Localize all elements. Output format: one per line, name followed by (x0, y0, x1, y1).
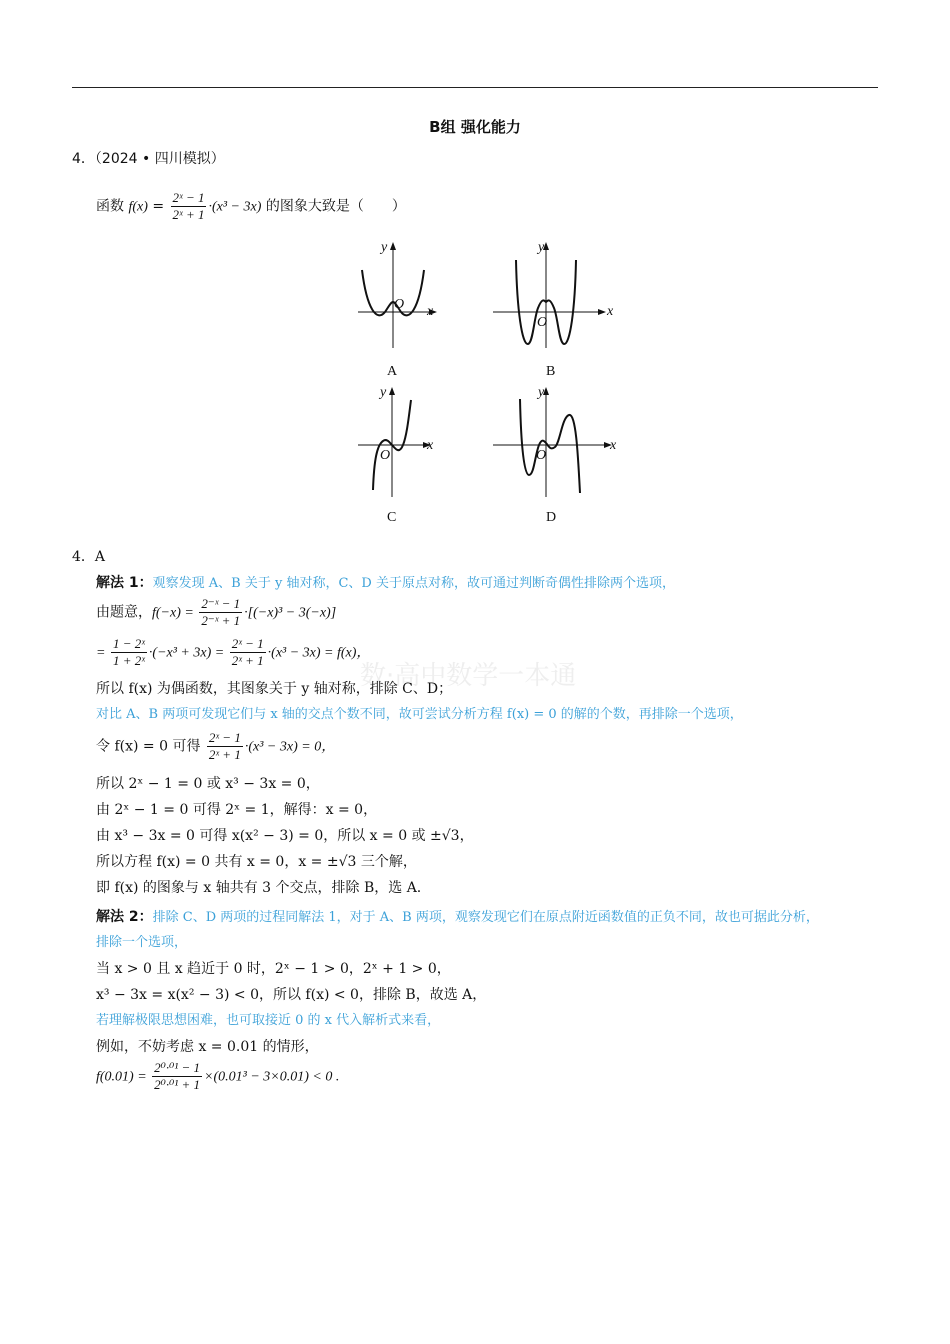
l2-fraction-1 (111, 636, 147, 669)
option-d-label: D (546, 510, 557, 525)
option-a-label: A (387, 364, 398, 379)
option-b-graph (490, 240, 615, 350)
derivation-line-1 (96, 596, 336, 629)
option-a-origin: O (394, 297, 405, 312)
l2-num2: 2ˣ − 1 (231, 636, 264, 651)
derivation-line-7: 由 x³ − 3x = 0 可得 x(x² − 3) = 0，所以 x = 0 或 ±√3， (96, 828, 474, 844)
method1-note-2: 对比 A、B 两项可发现它们与 x 轴的交点个数不同，故可尝试分析方程 f(x) = 0 的解的个数，再排除一个选项， (96, 707, 743, 722)
option-b-y-label: y (538, 240, 545, 255)
stem-frac-den: 2ˣ + 1 (172, 207, 205, 222)
question-source: （2024 • 四川模拟） (94, 151, 225, 167)
l13-lhs: f(0.01) = (96, 1069, 151, 1085)
section-title: B组 强化能力 (429, 118, 521, 136)
derivation-line-5: 所以 2ˣ − 1 = 0 或 x³ − 3x = 0， (96, 776, 320, 792)
stem-tail: ·(x³ − 3x) (208, 199, 262, 215)
method1-note: 观察发现 A、B 关于 y 轴对称，C、D 关于原点对称，故可通过判断奇偶性排除两个选项， (152, 576, 675, 591)
option-b-origin: O (537, 315, 548, 330)
method2-note-2: 排除一个选项， (96, 935, 188, 950)
method1-intro (96, 572, 675, 595)
l2-den2: 2ˣ + 1 (231, 653, 264, 668)
l1-den: 2⁻ˣ + 1 (201, 613, 241, 628)
stem-fraction (171, 190, 207, 223)
l4-prefix: 令 f(x) = 0 可得 (96, 738, 205, 755)
question-stem (96, 190, 406, 223)
l2-mid: ·(−x³ + 3x) = (148, 645, 228, 661)
stem-eq: = (147, 198, 169, 215)
l1-prefix: 由题意， (96, 604, 152, 621)
option-c-label: C (387, 510, 397, 525)
derivation-line-2 (96, 636, 370, 669)
l2-num1: 1 − 2ˣ (112, 636, 145, 651)
l1-lhs: f(−x) = (152, 605, 198, 621)
option-c-x-label: x (427, 438, 434, 453)
option-d-origin: O (536, 448, 547, 463)
option-c-origin: O (380, 448, 391, 463)
l1-tail: ·[(−x)³ − 3(−x)] (244, 605, 337, 621)
stem-suffix: 的图象大致是（ ） (261, 198, 406, 215)
derivation-line-8: 所以方程 f(x) = 0 共有 x = 0，x = ±√3 三个解， (96, 854, 417, 870)
derivation-line-11: x³ − 3x = x(x² − 3) < 0，所以 f(x) < 0，排除 B，故选 A， (96, 987, 487, 1003)
option-d-graph (490, 385, 620, 500)
derivation-line-10: 当 x > 0 且 x 趋近于 0 时，2ˣ − 1 > 0，2ˣ + 1 > 0， (96, 961, 451, 977)
l13-fraction (152, 1060, 202, 1093)
l1-num: 2⁻ˣ − 1 (201, 596, 241, 611)
stem-frac-num: 2ˣ − 1 (172, 190, 205, 205)
l4-tail: ·(x³ − 3x) = 0， (244, 739, 336, 755)
method2-note-3: 若理解极限思想困难，也可取接近 0 的 x 代入解析式来看， (96, 1013, 441, 1028)
l4-num: 2ˣ − 1 (208, 730, 241, 745)
option-d-x-label: x (610, 438, 617, 453)
option-b-x-label: x (607, 304, 614, 319)
option-a-graph (355, 240, 445, 350)
l2-eq: = (96, 645, 109, 661)
derivation-line-4 (96, 730, 335, 763)
l1-fraction (199, 596, 242, 629)
option-c-y-label: y (380, 385, 387, 400)
stem-prefix: 函数 (96, 198, 129, 215)
question-number: 4． (72, 151, 95, 167)
option-a-y-label: y (381, 240, 388, 255)
option-a-x-label: x (427, 304, 434, 319)
l13-num: 2⁰·⁰¹ − 1 (154, 1060, 201, 1075)
derivation-line-3: 所以 f(x) 为偶函数，其图象关于 y 轴对称，排除 C、D； (96, 681, 453, 697)
method2-intro (96, 906, 819, 929)
derivation-line-13 (96, 1060, 339, 1093)
method2-note: 排除 C、D 两项的过程同解法 1，对于 A、B 两项，观察发现它们在原点附近函数值的正负不同，故也可据此分析， (152, 910, 819, 925)
method2-label: 解法 2： (96, 909, 153, 925)
option-d-y-label: y (538, 385, 545, 400)
top-rule (72, 87, 878, 88)
method1-label: 解法 1： (96, 575, 153, 591)
l4-den: 2ˣ + 1 (208, 747, 241, 762)
derivation-line-12: 例如，不妨考虑 x = 0.01 的情形， (96, 1039, 319, 1055)
option-b-label: B (546, 364, 556, 379)
derivation-line-6: 由 2ˣ − 1 = 0 可得 2ˣ = 1，解得：x = 0， (96, 802, 378, 818)
l2-fraction-2 (230, 636, 266, 669)
l4-fraction (207, 730, 243, 763)
l2-den1: 1 + 2ˣ (112, 653, 145, 668)
watermark: 数·高中数学一本通 (360, 661, 577, 691)
question-header (72, 148, 225, 170)
derivation-line-9: 即 f(x) 的图象与 x 轴共有 3 个交点，排除 B，选 A. (96, 880, 422, 896)
answer-head: 4．A (72, 549, 106, 565)
l2-tail: ·(x³ − 3x) = f(x)， (267, 645, 371, 661)
l13-den: 2⁰·⁰¹ + 1 (154, 1077, 201, 1092)
l13-tail: ×(0.01³ − 3×0.01) < 0 . (204, 1069, 340, 1085)
stem-func: f(x) (128, 199, 148, 215)
